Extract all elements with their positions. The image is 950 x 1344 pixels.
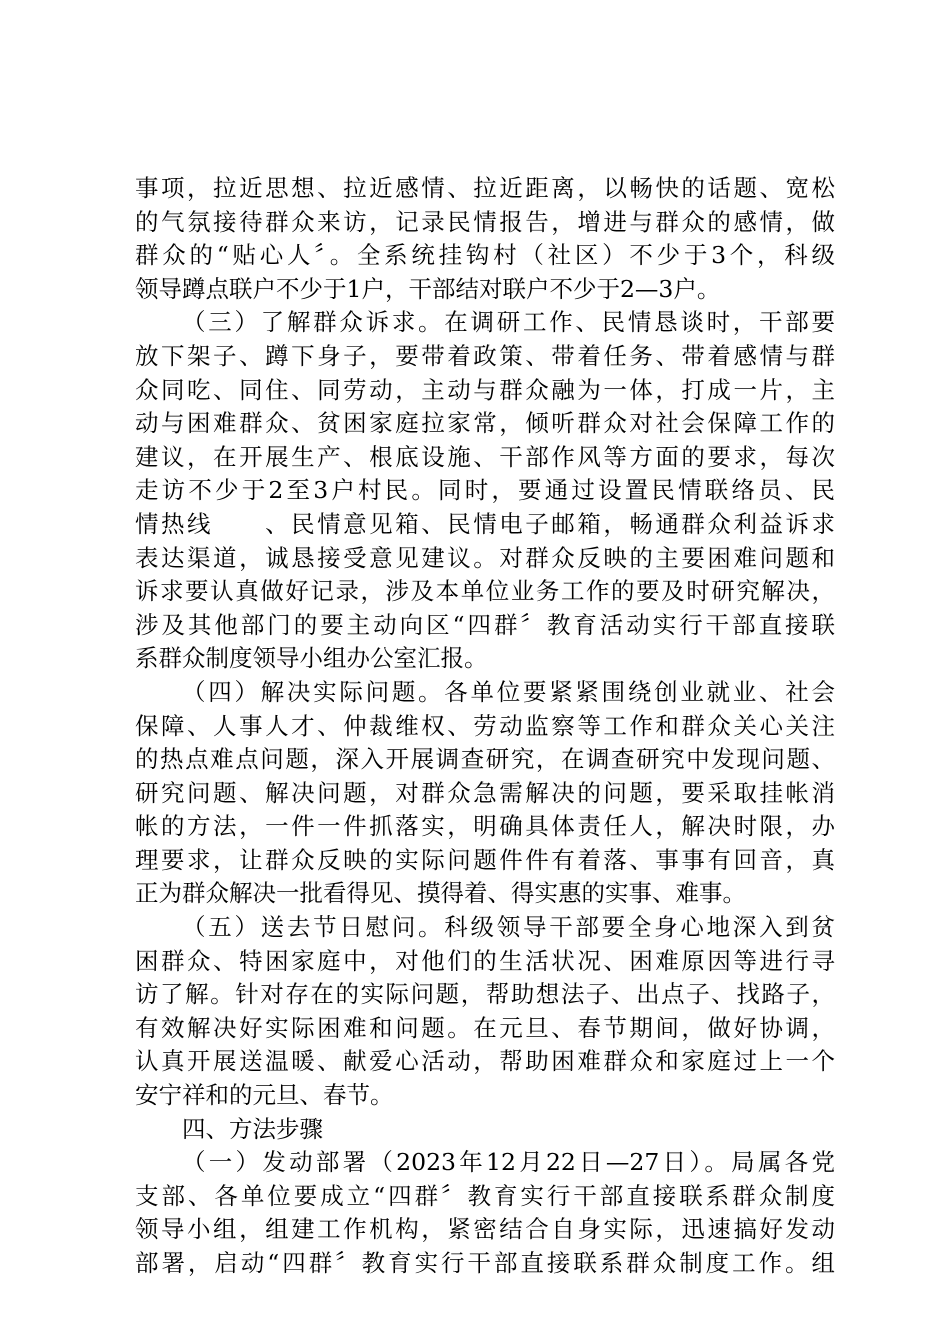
text-line: 放下架子、蹲下身子，要带着政策、带着任务、带着感情与群 — [135, 341, 835, 370]
text-line: （三）了解群众诉求。在调研工作、民情恳谈时，干部要 — [182, 308, 835, 337]
text-line: 动与困难群众、贫困家庭拉家常，倾听群众对社会保障工作的 — [135, 409, 835, 438]
text-line: 研究问题、解决问题，对群众急需解决的问题，要采取挂帐消 — [135, 778, 835, 807]
text-line: 认真开展送温暖、献爱心活动，帮助困难群众和家庭过上一个 — [135, 1047, 835, 1076]
text-line: 帐的方法，一件一件抓落实，明确具体责任人，解决时限，办 — [135, 812, 835, 841]
text-line: 事项，拉近思想、拉近感情、拉近距离，以畅快的话题、宽松 — [135, 174, 835, 202]
text-line: 诉求要认真做好记录，涉及本单位业务工作的要及时研究解决， — [135, 577, 835, 606]
text-line: 支部、各单位要成立“四群〞教育实行干部直接联系群众制度 — [135, 1181, 835, 1210]
text-line: 走访不少于2至3户村民。同时，要通过设置民情联络员、民 — [135, 476, 835, 505]
text-line: 的热点难点问题，深入开展调查研究，在调查研究中发现问题、 — [135, 745, 835, 774]
text-line: 系群众制度领导小组办公室汇报。 — [135, 644, 488, 673]
text-line: 表达渠道，诚恳接受意见建议。对群众反映的主要困难问题和 — [135, 543, 835, 572]
text-line: 理要求，让群众反映的实际问题件件有着落、事事有回音，真 — [135, 845, 835, 874]
text-line: （四）解决实际问题。各单位要紧紧围绕创业就业、社会 — [182, 677, 835, 706]
text-line: 建议，在开展生产、根底设施、干部作风等方面的要求，每次 — [135, 442, 835, 471]
text-line: 访了解。针对存在的实际问题，帮助想法子、出点子、找路子， — [135, 980, 835, 1009]
text-line: 众同吃、同住、同劳动，主动与群众融为一体，打成一片，主 — [135, 375, 835, 404]
text-line: 部署，启动“四群〞教育实行干部直接联系群众制度工作。组 — [135, 1249, 835, 1277]
text-line: （五）送去节日慰问。科级领导干部要全身心地深入到贫 — [182, 913, 835, 942]
text-line: （一）发动部署（2023年12月22日—27日）。局属各党 — [182, 1148, 835, 1177]
text-line: 的气氛接待群众来访，记录民情报告，增进与群众的感情，做 — [135, 207, 835, 236]
text-line: 正为群众解决一批看得见、摸得着、得实惠的实事、难事。 — [135, 879, 746, 908]
text-line: 四、方法步骤 — [182, 1114, 323, 1143]
text-line: 有效解决好实际困难和问题。在元旦、春节期间，做好协调， — [135, 1013, 835, 1042]
text-line: 困群众、特困家庭中，对他们的生活状况、困难原因等进行寻 — [135, 946, 835, 975]
text-line: 领导蹲点联户不少于1户，干部结对联户不少于2—3户。 — [135, 274, 721, 303]
text-line: 保障、人事人才、仲裁维权、劳动监察等工作和群众关心关注 — [135, 711, 835, 740]
text-line: 涉及其他部门的要主动向区“四群〞教育活动实行干部直接联 — [135, 610, 835, 639]
text-line: 安宁祥和的元旦、春节。 — [135, 1081, 394, 1110]
document-body — [135, 172, 835, 1281]
text-line: 领导小组，组建工作机构，紧密结合自身实际，迅速搞好发动 — [135, 1215, 835, 1244]
text-line: 群众的“贴心人〞。全系统挂钩村（社区）不少于3个，科级 — [135, 241, 835, 270]
text-line: 情热线 、民情意见箱、民情电子邮箱，畅通群众利益诉求 — [135, 509, 835, 538]
